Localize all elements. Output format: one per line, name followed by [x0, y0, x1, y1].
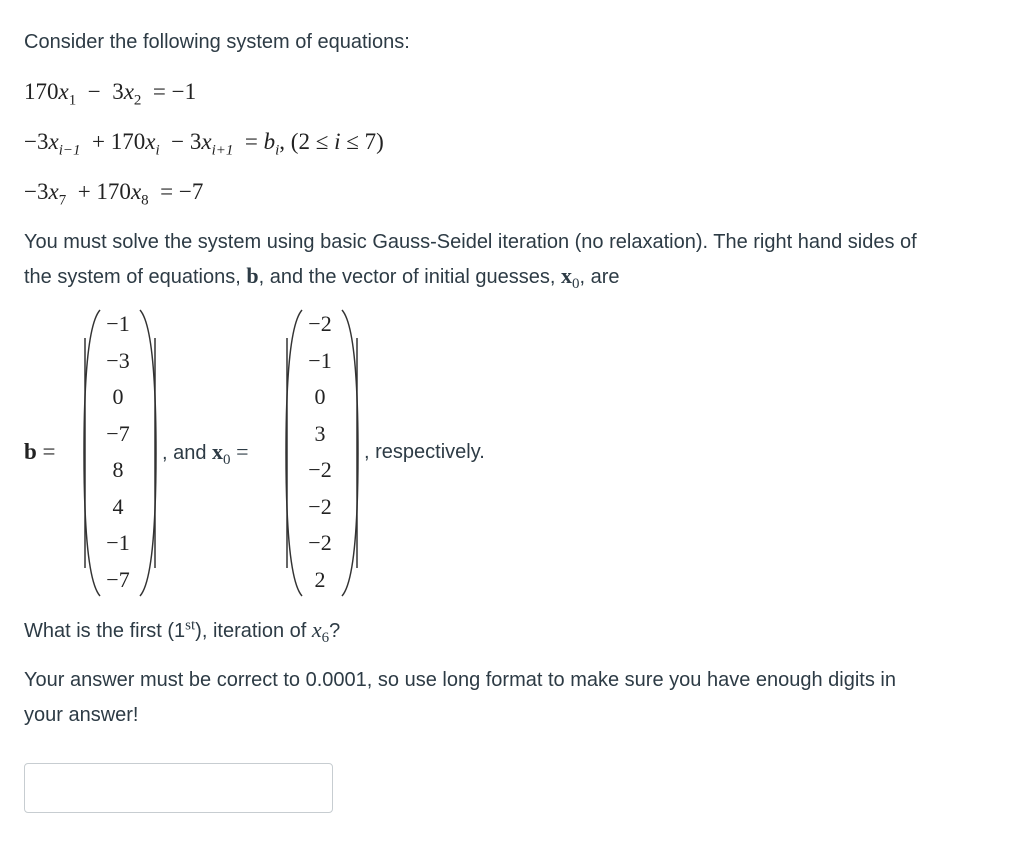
equation-2: $-3x_{i-1} + 170x_i - 3x_{i+1} = b_i$, (2 ≤ i ≤ 7) [24, 129, 384, 159]
and-x0-label: , and $x_0$ = [162, 439, 249, 468]
x0-value: −1 [308, 347, 332, 373]
b-right-paren [136, 308, 158, 598]
respectively-text: , respectively. [364, 441, 485, 463]
b-value: −1 [106, 530, 130, 555]
x0-value: −2 [308, 311, 332, 336]
x0-value: −2 [308, 530, 332, 555]
x0-value: −2 [308, 457, 332, 482]
note-line-2: your answer! [24, 704, 139, 726]
paragraph-line-2: the system of equations, b, and the vector of initial guesses, $x_0$, are [24, 263, 620, 292]
equation-3: $-3x_7 + 170x_8 = -7$ [24, 179, 204, 209]
b-vector-values [98, 306, 138, 598]
question-text: What is the first (1st), iteration of $x_6$? [24, 617, 341, 646]
x0-value: 3 [314, 420, 326, 446]
b-value: 4 [112, 493, 124, 519]
note-line-1: Your answer must be correct to 0.0001, so use long format to make sure you have enough digits in [24, 669, 896, 691]
x0-value: 0 [314, 384, 326, 409]
b-vector-label: b = [24, 439, 56, 464]
b-value: 8 [112, 457, 124, 482]
equation-1: $170x_1 - 3x_2 = -1$ [24, 79, 197, 109]
answer-input[interactable] [24, 763, 333, 813]
b-value: −1 [106, 311, 130, 336]
x0-vector-values [300, 306, 340, 598]
paragraph-line-1: You must solve the system using basic Gauss-Seidel iteration (no relaxation). The right hand sides of [24, 231, 917, 253]
x0-value: 2 [314, 566, 326, 592]
x0-right-paren [338, 308, 360, 598]
b-value: 0 [112, 384, 124, 409]
intro-text: Consider the following system of equations: [24, 31, 410, 53]
b-value: −7 [106, 566, 130, 592]
b-value: −7 [106, 420, 130, 446]
b-value: −3 [106, 347, 130, 373]
x0-value: −2 [308, 493, 332, 519]
